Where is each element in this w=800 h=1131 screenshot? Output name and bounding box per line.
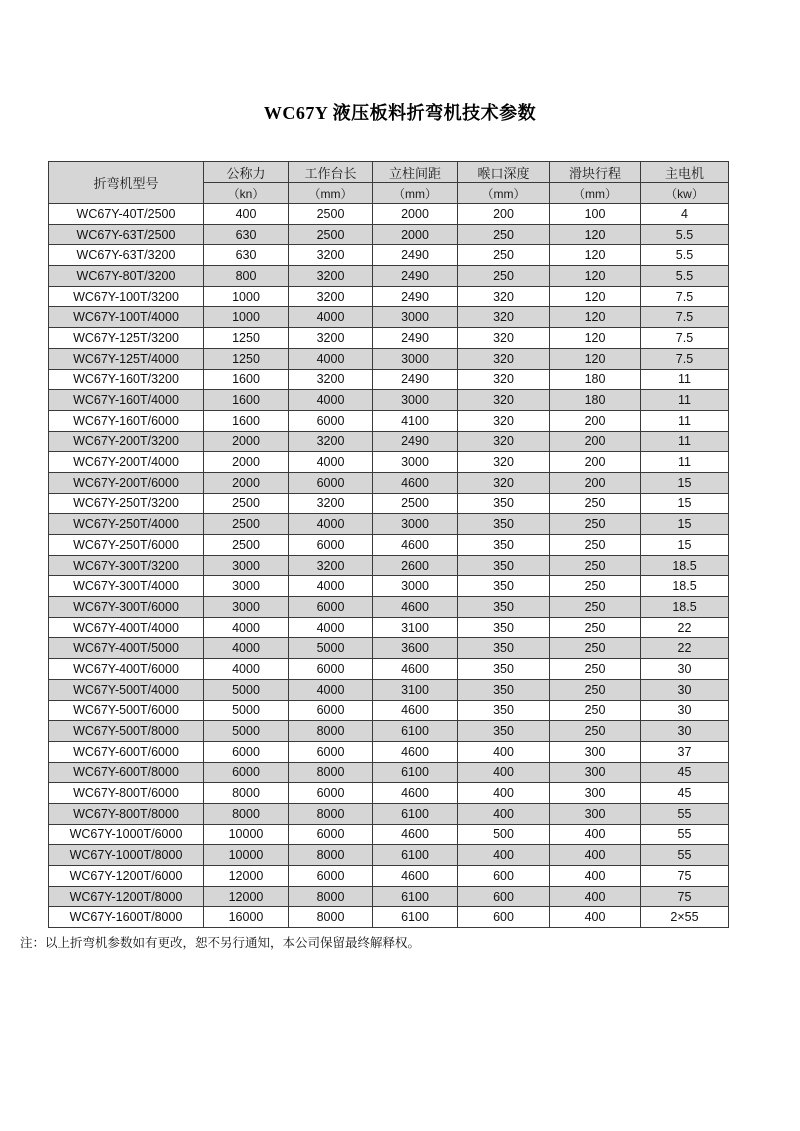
cell-model: WC67Y-600T/8000 <box>49 762 204 783</box>
cell-value: 1600 <box>204 390 289 411</box>
cell-value: 350 <box>458 617 550 638</box>
cell-value: 8000 <box>289 907 373 928</box>
cell-value: 6100 <box>373 845 458 866</box>
table-body <box>49 204 729 928</box>
cell-value: 11 <box>641 410 729 431</box>
cell-value: 4000 <box>289 679 373 700</box>
col-header-model: 折弯机型号 <box>49 162 204 204</box>
cell-value: 3000 <box>204 597 289 618</box>
cell-value: 1250 <box>204 328 289 349</box>
cell-value: 250 <box>550 493 641 514</box>
cell-value: 200 <box>550 472 641 493</box>
table-row <box>49 348 729 369</box>
col-header-worktable-length: 工作台长 <box>289 162 373 183</box>
cell-value: 600 <box>458 886 550 907</box>
cell-value: 6100 <box>373 762 458 783</box>
cell-value: 320 <box>458 307 550 328</box>
cell-model: WC67Y-160T/6000 <box>49 410 204 431</box>
cell-value: 320 <box>458 328 550 349</box>
cell-value: 320 <box>458 390 550 411</box>
table-header <box>49 162 729 204</box>
cell-value: 75 <box>641 866 729 887</box>
cell-value: 350 <box>458 535 550 556</box>
cell-value: 4000 <box>204 659 289 680</box>
cell-value: 350 <box>458 493 550 514</box>
cell-model: WC67Y-200T/3200 <box>49 431 204 452</box>
cell-value: 4600 <box>373 741 458 762</box>
cell-value: 350 <box>458 700 550 721</box>
cell-value: 350 <box>458 597 550 618</box>
cell-value: 2000 <box>204 431 289 452</box>
cell-value: 2000 <box>373 224 458 245</box>
cell-value: 18.5 <box>641 576 729 597</box>
cell-value: 120 <box>550 328 641 349</box>
page-title: WC67Y 液压板料折弯机技术参数 <box>263 103 537 123</box>
table-row <box>49 597 729 618</box>
cell-value: 3200 <box>289 328 373 349</box>
table-row <box>49 638 729 659</box>
cell-value: 8000 <box>289 845 373 866</box>
cell-value: 3000 <box>204 576 289 597</box>
cell-value: 200 <box>550 431 641 452</box>
cell-model: WC67Y-80T/3200 <box>49 266 204 287</box>
cell-value: 11 <box>641 452 729 473</box>
table-row <box>49 286 729 307</box>
table-row <box>49 824 729 845</box>
table-row <box>49 369 729 390</box>
cell-value: 4 <box>641 204 729 225</box>
cell-value: 350 <box>458 659 550 680</box>
cell-value: 180 <box>550 369 641 390</box>
col-unit-worktable-length: （mm） <box>289 183 373 204</box>
table-row <box>49 866 729 887</box>
cell-value: 100 <box>550 204 641 225</box>
cell-model: WC67Y-400T/5000 <box>49 638 204 659</box>
cell-value: 2500 <box>373 493 458 514</box>
cell-model: WC67Y-800T/8000 <box>49 803 204 824</box>
cell-value: 600 <box>458 907 550 928</box>
cell-value: 400 <box>550 907 641 928</box>
cell-value: 350 <box>458 638 550 659</box>
cell-value: 2000 <box>204 452 289 473</box>
cell-value: 800 <box>204 266 289 287</box>
cell-model: WC67Y-1600T/8000 <box>49 907 204 928</box>
cell-value: 10000 <box>204 845 289 866</box>
cell-value: 7.5 <box>641 328 729 349</box>
table-row <box>49 762 729 783</box>
cell-value: 5.5 <box>641 224 729 245</box>
col-header-column-distance: 立柱间距 <box>373 162 458 183</box>
cell-value: 400 <box>550 886 641 907</box>
cell-value: 400 <box>550 845 641 866</box>
table-row <box>49 617 729 638</box>
cell-value: 3200 <box>289 431 373 452</box>
cell-value: 250 <box>550 659 641 680</box>
cell-value: 37 <box>641 741 729 762</box>
cell-value: 2490 <box>373 431 458 452</box>
cell-value: 400 <box>458 803 550 824</box>
cell-value: 11 <box>641 390 729 411</box>
cell-model: WC67Y-800T/6000 <box>49 783 204 804</box>
table-row <box>49 907 729 928</box>
cell-value: 1600 <box>204 410 289 431</box>
cell-model: WC67Y-300T/3200 <box>49 555 204 576</box>
cell-value: 12000 <box>204 886 289 907</box>
cell-value: 320 <box>458 452 550 473</box>
cell-value: 250 <box>458 245 550 266</box>
cell-value: 2×55 <box>641 907 729 928</box>
col-unit-column-distance: （mm） <box>373 183 458 204</box>
cell-value: 6000 <box>289 659 373 680</box>
cell-value: 6100 <box>373 803 458 824</box>
cell-value: 6100 <box>373 721 458 742</box>
cell-value: 200 <box>458 204 550 225</box>
cell-value: 8000 <box>204 803 289 824</box>
cell-value: 2500 <box>289 204 373 225</box>
cell-value: 15 <box>641 472 729 493</box>
cell-value: 2500 <box>289 224 373 245</box>
cell-value: 18.5 <box>641 555 729 576</box>
table-row <box>49 803 729 824</box>
cell-value: 7.5 <box>641 348 729 369</box>
col-header-nominal-force: 公称力 <box>204 162 289 183</box>
cell-value: 300 <box>550 783 641 804</box>
col-unit-main-motor: （kw） <box>641 183 729 204</box>
col-header-main-motor: 主电机 <box>641 162 729 183</box>
cell-value: 4000 <box>289 514 373 535</box>
cell-model: WC67Y-160T/4000 <box>49 390 204 411</box>
cell-value: 1250 <box>204 348 289 369</box>
cell-value: 4000 <box>289 307 373 328</box>
cell-model: WC67Y-40T/2500 <box>49 204 204 225</box>
table-row <box>49 472 729 493</box>
cell-value: 200 <box>550 410 641 431</box>
cell-value: 320 <box>458 410 550 431</box>
cell-value: 55 <box>641 845 729 866</box>
cell-value: 55 <box>641 803 729 824</box>
cell-value: 4600 <box>373 700 458 721</box>
table-row <box>49 741 729 762</box>
cell-value: 300 <box>550 741 641 762</box>
cell-model: WC67Y-500T/4000 <box>49 679 204 700</box>
cell-value: 250 <box>550 638 641 659</box>
cell-value: 1000 <box>204 286 289 307</box>
cell-value: 22 <box>641 638 729 659</box>
cell-value: 6000 <box>289 472 373 493</box>
table-row <box>49 886 729 907</box>
cell-value: 4600 <box>373 866 458 887</box>
cell-model: WC67Y-63T/3200 <box>49 245 204 266</box>
cell-value: 1600 <box>204 369 289 390</box>
cell-value: 350 <box>458 679 550 700</box>
table-row <box>49 452 729 473</box>
cell-value: 1000 <box>204 307 289 328</box>
cell-value: 8000 <box>289 803 373 824</box>
cell-value: 120 <box>550 224 641 245</box>
cell-value: 120 <box>550 286 641 307</box>
cell-value: 4000 <box>289 617 373 638</box>
table-row <box>49 245 729 266</box>
cell-value: 5000 <box>204 721 289 742</box>
cell-value: 6000 <box>289 866 373 887</box>
cell-value: 250 <box>550 721 641 742</box>
cell-value: 4000 <box>289 390 373 411</box>
cell-value: 30 <box>641 721 729 742</box>
cell-value: 16000 <box>204 907 289 928</box>
cell-model: WC67Y-100T/4000 <box>49 307 204 328</box>
cell-value: 8000 <box>289 721 373 742</box>
cell-value: 4000 <box>289 348 373 369</box>
cell-model: WC67Y-63T/2500 <box>49 224 204 245</box>
cell-value: 320 <box>458 286 550 307</box>
cell-value: 15 <box>641 535 729 556</box>
cell-value: 2600 <box>373 555 458 576</box>
table-row <box>49 845 729 866</box>
cell-value: 3000 <box>373 452 458 473</box>
cell-value: 4000 <box>289 576 373 597</box>
cell-model: WC67Y-1000T/8000 <box>49 845 204 866</box>
table-row <box>49 679 729 700</box>
cell-model: WC67Y-250T/6000 <box>49 535 204 556</box>
cell-value: 2490 <box>373 286 458 307</box>
cell-value: 30 <box>641 679 729 700</box>
cell-value: 250 <box>550 617 641 638</box>
cell-value: 5000 <box>289 638 373 659</box>
table-row <box>49 700 729 721</box>
cell-value: 3200 <box>289 369 373 390</box>
cell-value: 8000 <box>289 886 373 907</box>
table-row <box>49 307 729 328</box>
cell-value: 400 <box>458 783 550 804</box>
cell-value: 2500 <box>204 514 289 535</box>
cell-value: 55 <box>641 824 729 845</box>
cell-value: 630 <box>204 224 289 245</box>
table-row <box>49 328 729 349</box>
cell-value: 15 <box>641 493 729 514</box>
col-header-slider-stroke: 滑块行程 <box>550 162 641 183</box>
table-row <box>49 535 729 556</box>
cell-model: WC67Y-300T/4000 <box>49 576 204 597</box>
cell-value: 7.5 <box>641 286 729 307</box>
cell-value: 3600 <box>373 638 458 659</box>
cell-value: 4600 <box>373 597 458 618</box>
cell-value: 350 <box>458 721 550 742</box>
cell-value: 6000 <box>289 783 373 804</box>
cell-value: 250 <box>550 597 641 618</box>
cell-value: 6100 <box>373 886 458 907</box>
cell-model: WC67Y-200T/4000 <box>49 452 204 473</box>
cell-value: 2490 <box>373 245 458 266</box>
cell-value: 3200 <box>289 286 373 307</box>
footnote: 注：以上折弯机参数如有更改，恕不另行通知，本公司保留最终解释权。 <box>20 936 421 951</box>
cell-value: 4600 <box>373 824 458 845</box>
cell-value: 6000 <box>204 762 289 783</box>
spec-table <box>48 161 729 928</box>
cell-value: 12000 <box>204 866 289 887</box>
table-row <box>49 266 729 287</box>
table-row <box>49 493 729 514</box>
cell-value: 400 <box>458 741 550 762</box>
table-row <box>49 204 729 225</box>
cell-value: 2500 <box>204 493 289 514</box>
table-row <box>49 224 729 245</box>
cell-value: 3100 <box>373 617 458 638</box>
cell-value: 4600 <box>373 472 458 493</box>
table-row <box>49 659 729 680</box>
cell-model: WC67Y-100T/3200 <box>49 286 204 307</box>
cell-value: 11 <box>641 431 729 452</box>
cell-value: 6000 <box>289 535 373 556</box>
cell-value: 3000 <box>373 576 458 597</box>
cell-value: 75 <box>641 886 729 907</box>
cell-model: WC67Y-160T/3200 <box>49 369 204 390</box>
table-row <box>49 576 729 597</box>
cell-value: 6000 <box>289 824 373 845</box>
cell-model: WC67Y-200T/6000 <box>49 472 204 493</box>
cell-model: WC67Y-500T/8000 <box>49 721 204 742</box>
cell-value: 2000 <box>373 204 458 225</box>
cell-value: 2490 <box>373 328 458 349</box>
cell-value: 400 <box>550 866 641 887</box>
cell-value: 6000 <box>289 410 373 431</box>
cell-value: 4000 <box>204 617 289 638</box>
cell-value: 7.5 <box>641 307 729 328</box>
cell-value: 4000 <box>289 452 373 473</box>
cell-model: WC67Y-250T/4000 <box>49 514 204 535</box>
cell-value: 3000 <box>373 390 458 411</box>
cell-value: 22 <box>641 617 729 638</box>
cell-value: 45 <box>641 783 729 804</box>
cell-value: 11 <box>641 369 729 390</box>
cell-value: 120 <box>550 245 641 266</box>
cell-value: 3100 <box>373 679 458 700</box>
cell-value: 320 <box>458 369 550 390</box>
cell-model: WC67Y-125T/4000 <box>49 348 204 369</box>
cell-value: 18.5 <box>641 597 729 618</box>
cell-value: 5.5 <box>641 266 729 287</box>
cell-value: 250 <box>550 700 641 721</box>
cell-value: 250 <box>550 535 641 556</box>
cell-value: 6000 <box>289 700 373 721</box>
cell-value: 250 <box>550 555 641 576</box>
cell-value: 5000 <box>204 700 289 721</box>
cell-value: 4100 <box>373 410 458 431</box>
cell-value: 6000 <box>289 597 373 618</box>
cell-value: 5000 <box>204 679 289 700</box>
cell-value: 2490 <box>373 369 458 390</box>
col-unit-nominal-force: （kn） <box>204 183 289 204</box>
cell-value: 400 <box>550 824 641 845</box>
cell-value: 300 <box>550 762 641 783</box>
cell-value: 3000 <box>373 348 458 369</box>
cell-model: WC67Y-1200T/6000 <box>49 866 204 887</box>
cell-value: 180 <box>550 390 641 411</box>
cell-value: 300 <box>550 803 641 824</box>
cell-value: 500 <box>458 824 550 845</box>
cell-value: 6100 <box>373 907 458 928</box>
cell-value: 120 <box>550 348 641 369</box>
cell-value: 10000 <box>204 824 289 845</box>
cell-value: 2000 <box>204 472 289 493</box>
cell-value: 5.5 <box>641 245 729 266</box>
cell-value: 30 <box>641 659 729 680</box>
col-header-throat-depth: 喉口深度 <box>458 162 550 183</box>
table-row <box>49 783 729 804</box>
cell-value: 630 <box>204 245 289 266</box>
table-row <box>49 410 729 431</box>
table-row <box>49 721 729 742</box>
cell-model: WC67Y-500T/6000 <box>49 700 204 721</box>
cell-value: 3200 <box>289 245 373 266</box>
cell-value: 3000 <box>204 555 289 576</box>
cell-value: 4000 <box>204 638 289 659</box>
cell-value: 250 <box>550 514 641 535</box>
cell-value: 2500 <box>204 535 289 556</box>
cell-value: 250 <box>458 266 550 287</box>
cell-value: 400 <box>204 204 289 225</box>
cell-model: WC67Y-400T/4000 <box>49 617 204 638</box>
col-unit-throat-depth: （mm） <box>458 183 550 204</box>
cell-value: 250 <box>458 224 550 245</box>
cell-value: 4600 <box>373 783 458 804</box>
cell-value: 4600 <box>373 535 458 556</box>
cell-model: WC67Y-1000T/6000 <box>49 824 204 845</box>
cell-value: 250 <box>550 576 641 597</box>
cell-model: WC67Y-1200T/8000 <box>49 886 204 907</box>
cell-value: 400 <box>458 762 550 783</box>
table-row <box>49 514 729 535</box>
cell-value: 3200 <box>289 493 373 514</box>
cell-value: 45 <box>641 762 729 783</box>
cell-value: 600 <box>458 866 550 887</box>
cell-value: 320 <box>458 431 550 452</box>
table-row <box>49 555 729 576</box>
cell-value: 3000 <box>373 514 458 535</box>
cell-value: 350 <box>458 576 550 597</box>
table-row <box>49 431 729 452</box>
cell-value: 320 <box>458 472 550 493</box>
cell-value: 8000 <box>289 762 373 783</box>
cell-value: 120 <box>550 266 641 287</box>
header-row-labels <box>49 162 729 183</box>
cell-model: WC67Y-300T/6000 <box>49 597 204 618</box>
cell-value: 350 <box>458 514 550 535</box>
cell-value: 200 <box>550 452 641 473</box>
cell-value: 2490 <box>373 266 458 287</box>
cell-value: 6000 <box>204 741 289 762</box>
cell-model: WC67Y-600T/6000 <box>49 741 204 762</box>
cell-value: 400 <box>458 845 550 866</box>
cell-value: 4600 <box>373 659 458 680</box>
cell-model: WC67Y-250T/3200 <box>49 493 204 514</box>
cell-value: 6000 <box>289 741 373 762</box>
cell-value: 15 <box>641 514 729 535</box>
cell-value: 3200 <box>289 555 373 576</box>
cell-value: 8000 <box>204 783 289 804</box>
cell-value: 320 <box>458 348 550 369</box>
cell-value: 350 <box>458 555 550 576</box>
cell-model: WC67Y-125T/3200 <box>49 328 204 349</box>
table-row <box>49 390 729 411</box>
cell-value: 250 <box>550 679 641 700</box>
cell-value: 3200 <box>289 266 373 287</box>
cell-model: WC67Y-400T/6000 <box>49 659 204 680</box>
cell-value: 30 <box>641 700 729 721</box>
cell-value: 3000 <box>373 307 458 328</box>
col-unit-slider-stroke: （mm） <box>550 183 641 204</box>
cell-value: 120 <box>550 307 641 328</box>
